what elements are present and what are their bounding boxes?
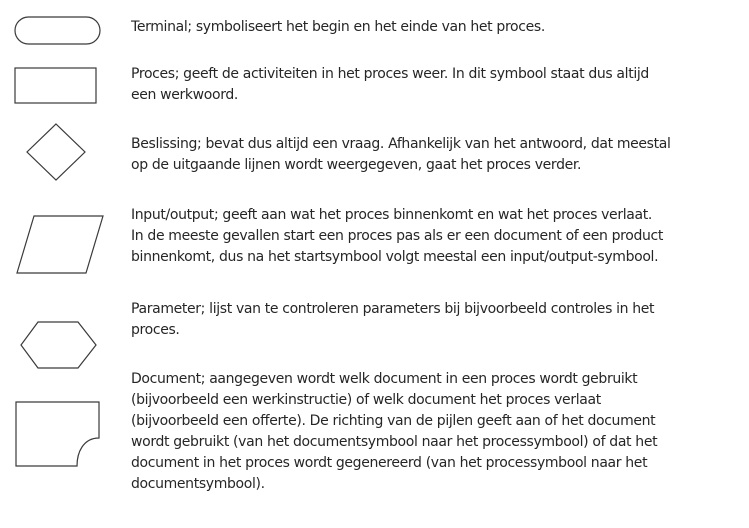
- description-line: proces.: [131, 322, 180, 338]
- decision-diamond-icon: [0, 118, 110, 188]
- description-line: Beslissing; bevat dus altijd een vraag. Afhankelijk van het antwoord, dat meestal: [131, 136, 671, 152]
- description-line: Input/output; geeft aan wat het proces binnenkomt en wat het proces verlaat.: [131, 207, 652, 223]
- description-line: Terminal; symboliseert het begin en het einde van het proces.: [131, 19, 545, 35]
- input-output-description: [131, 205, 731, 268]
- description-line: In de meeste gevallen start een proces pas als er een document of een product: [131, 228, 664, 244]
- input-output-parallelogram-icon: [0, 210, 110, 280]
- terminal-symbol-icon: [0, 0, 110, 50]
- description-line: op de uitgaande lijnen wordt weergegeven, gaat het proces verder.: [131, 157, 582, 173]
- parameter-hexagon-icon: [0, 318, 110, 378]
- description-line: documentsymbool).: [131, 476, 265, 492]
- description-line: binnenkomt, dus na het startsymbool volgt meestal een input/output-symbool.: [131, 249, 659, 265]
- parameter-description: [131, 299, 731, 341]
- description-line: Parameter; lijst van te controleren parameters bij bijvoorbeeld controles in het: [131, 301, 655, 317]
- description-line: Proces; geeft de activiteiten in het proces weer. In dit symbool staat dus altijd: [131, 66, 649, 82]
- description-line: Document; aangegeven wordt welk document in een proces wordt gebruikt: [131, 371, 638, 387]
- decision-description: [131, 134, 731, 176]
- description-line: (bijvoorbeeld een werkinstructie) of welk document het proces verlaat: [131, 392, 601, 408]
- description-line: wordt gebruikt (van het documentsymbool naar het processymbool) of dat het: [131, 434, 658, 450]
- process-symbol-icon: [0, 60, 110, 110]
- document-description: [131, 369, 731, 495]
- terminal-description: [131, 17, 731, 38]
- description-line: (bijvoorbeeld een offerte). De richting van de pijlen geeft aan of het document: [131, 413, 656, 429]
- description-line: een werkwoord.: [131, 87, 239, 103]
- description-line: document in het proces wordt gegenereerd (van het processymbool naar het: [131, 455, 648, 471]
- document-symbol-icon: [0, 396, 110, 476]
- process-description: [131, 64, 731, 106]
